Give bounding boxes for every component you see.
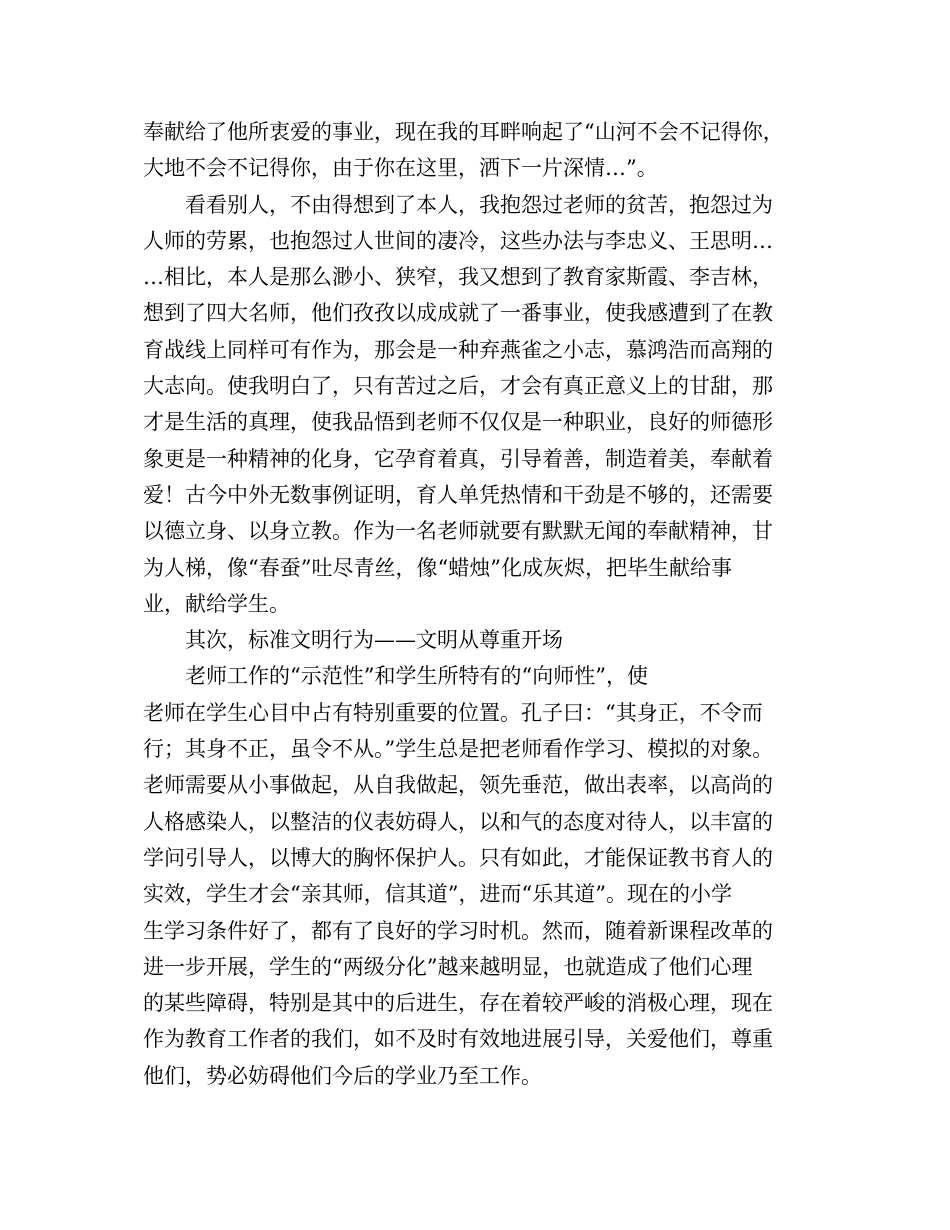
text-line: 的某些障碍，特别是其中的后进生，存在着较严峻的消极心理，现在	[143, 991, 773, 1016]
text-line: …相比，本人是那么渺小、狭窄，我又想到了教育家斯霞、李吉林，	[143, 265, 773, 290]
text-line: 人师的劳累，也抱怨过人世间的凄冷，这些办法与李忠义、王思明…	[143, 228, 773, 253]
text-line: 大地不会不记得你，由于你在这里，洒下一片深情…”。	[143, 156, 658, 181]
text-line: 生学习条件好了，都有了良好的学习时机。然而，随着新课程改革的	[143, 918, 773, 943]
text-line: 进一步开展，学生的“两级分化”越来越明显，也就造成了他们心理	[143, 954, 753, 979]
text-line: 学问引导人，以博大的胸怀保护人。只有如此，才能保证教书育人的	[143, 845, 773, 870]
body-text	[143, 114, 843, 1094]
text-line: 大志向。使我明白了，只有苦过之后，才会有真正意义上的甘甜，那	[143, 374, 773, 399]
text-line: 奉献给了他所衷爱的事业，现在我的耳畔响起了“山河不会不记得你，	[143, 120, 784, 144]
text-line: 其次，标准文明行为——文明从尊重开场	[185, 628, 563, 653]
text-line: 老师在学生心目中占有特别重要的位置。孔子曰：“其身正，不令而	[143, 700, 763, 725]
text-line: 人格感染人，以整洁的仪表妨碍人，以和气的态度对待人，以丰富的	[143, 809, 773, 834]
text-line: 育战线上同样可有作为，那会是一种弃燕雀之小志，慕鸿浩而高翔的	[143, 337, 773, 362]
text-line: 作为教育工作者的我们，如不及时有效地进展引导，关爱他们，尊重	[143, 1027, 773, 1052]
text-line: 才是生活的真理，使我品悟到老师不仅仅是一种职业，良好的师德形	[143, 410, 773, 435]
text-line: 老师工作的“示范性”和学生所特有的“向师性”，使	[185, 664, 648, 689]
text-line: 业，献给学生。	[143, 591, 290, 616]
text-line: 他们，势必妨碍他们今后的学业乃至工作。	[143, 1063, 542, 1088]
text-line: 行；其身不正，虽令不从。”学生总是把老师看作学习、模拟的对象。	[143, 737, 774, 762]
text-line: 老师需要从小事做起，从自我做起，领先垂范，做出表率，以高尚的	[143, 773, 773, 798]
text-line: 以德立身、以身立教。作为一名老师就要有默默无闻的奉献精神，甘	[143, 519, 773, 544]
text-line: 象更是一种精神的化身，它孕育着真，引导着善，制造着美，奉献着	[143, 446, 773, 471]
text-line: 为人梯，像“春蚕”吐尽青丝，像“蜡烛”化成灰烬，把毕生献给事	[143, 555, 732, 580]
text-line: 想到了四大名师，他们孜孜以成成就了一番事业，使我感遭到了在教	[143, 301, 773, 326]
text-line: 实效，学生才会“亲其师，信其道”，进而“乐其道”。现在的小学	[143, 882, 732, 907]
text-line: 爱！古今中外无数事例证明，育人单凭热情和干劲是不够的，还需要	[143, 482, 773, 507]
text-line: 看看别人，不由得想到了本人，我抱怨过老师的贫苦，抱怨过为	[185, 192, 773, 217]
